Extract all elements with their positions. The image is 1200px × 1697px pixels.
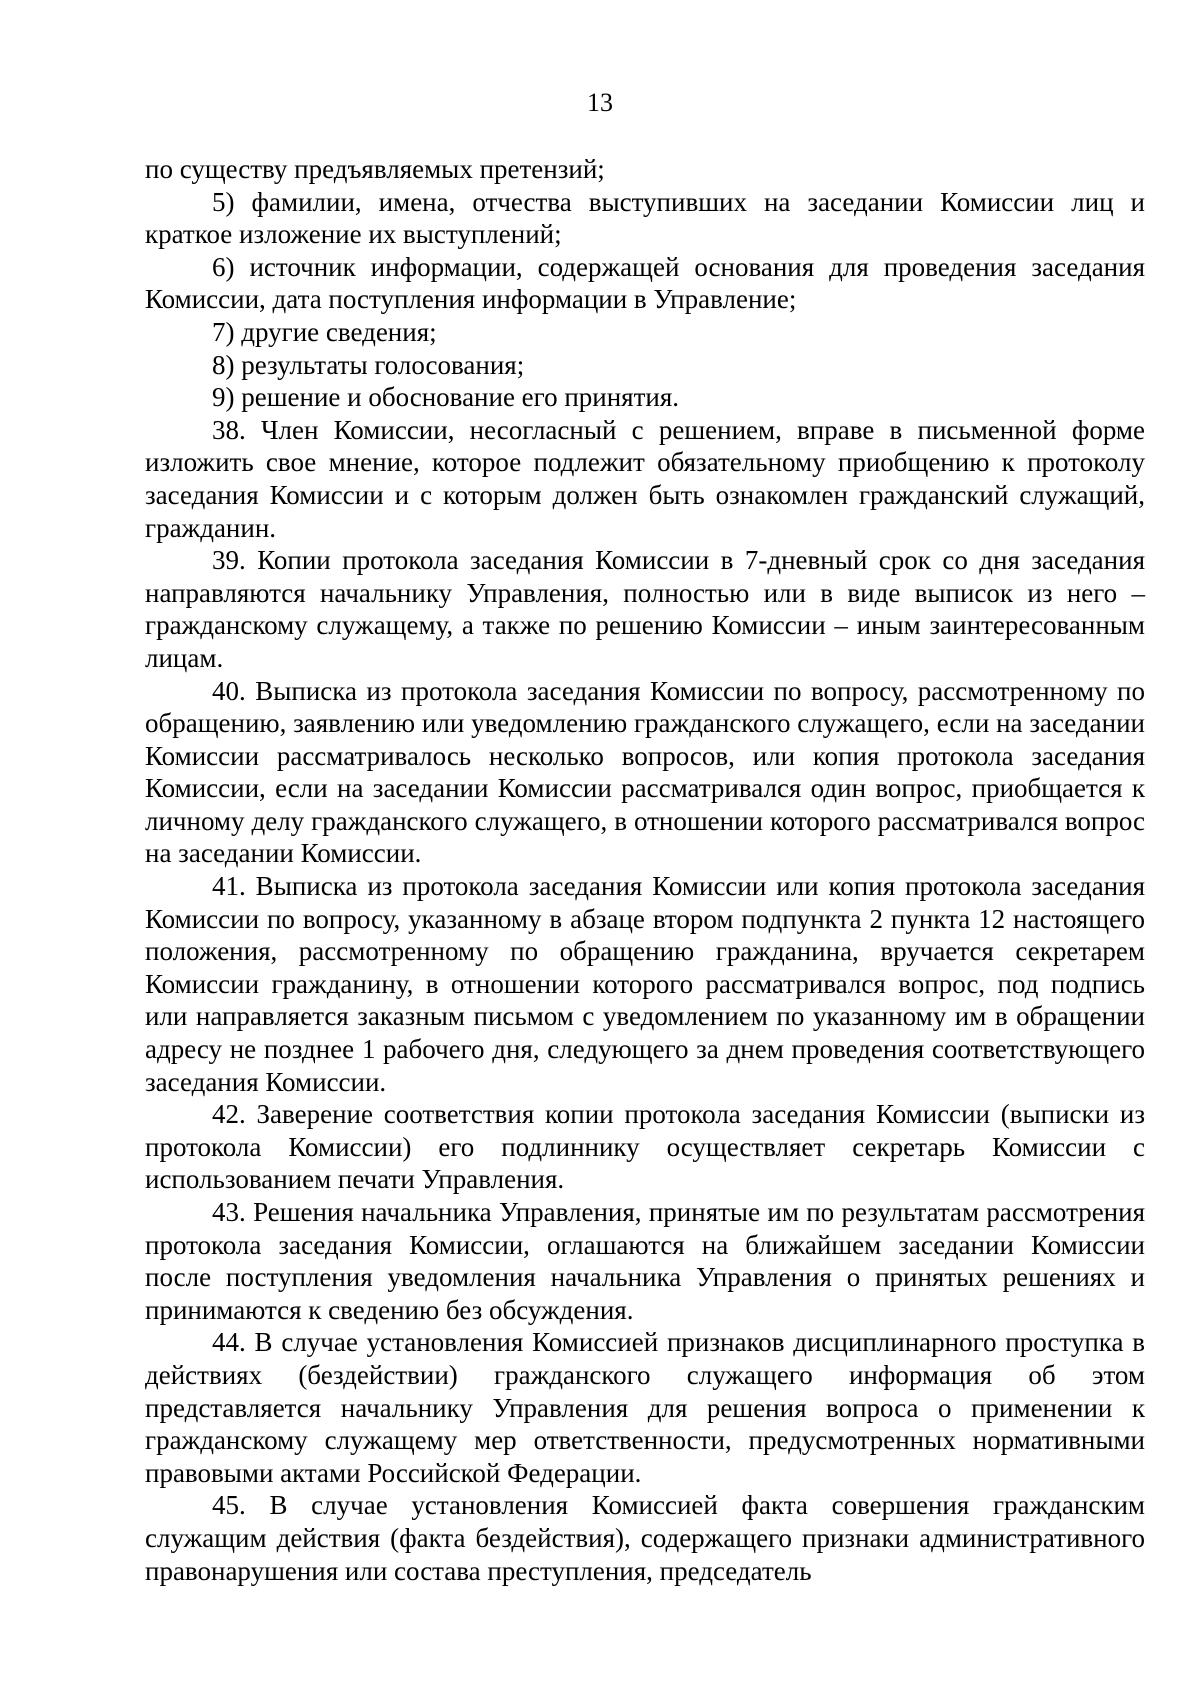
clause-44: 44. В случае установления Комиссией признаков дисциплинарного проступка в действиях (бездействии) гражданского служащего информация об этом представляется начальнику Управления для решения вопроса о применении к гражданскому служащему мер ответственности, предусмотренных нормативными правовыми актами Российской Федерации. bbox=[145, 1327, 1145, 1488]
list-item-9: 9) решение и обоснование его принятия. bbox=[212, 382, 680, 413]
clause-43: 43. Решения начальника Управления, принятые им по результатам рассмотрения протокола заседания Комиссии, оглашаются на ближайшем заседании Комиссии после поступления уведомления начальника Управления о принятых решениях и принимаются к сведению без обсуждения. bbox=[145, 1197, 1145, 1325]
list-item-8: 8) результаты голосования; bbox=[212, 349, 525, 380]
clause-45: 45. В случае установления Комиссией факта совершения гражданским служащим действия (факта бездействия), содержащего признаки административного правонарушения или состава преступления, председатель bbox=[145, 1490, 1145, 1586]
clause-40: 40. Выписка из протокола заседания Комиссии по вопросу, рассмотренному по обращению, заявлению или уведомлению гражданского служащего, если на заседании Комиссии рассматривалось несколько вопросов, или копия протокола заседания Комиссии, если на заседании Комиссии рассматривался один вопрос, приобщается к личному делу гражданского служащего, в отношении которого рассматривался вопрос на заседании Комиссии. bbox=[145, 675, 1145, 869]
list-item-6: 6) источник информации, содержащей основания для проведения заседания Комиссии, дата поступления информации в Управление; bbox=[145, 251, 1145, 315]
clause-42: 42. Заверение соответствия копии протокола заседания Комиссии (выписки из протокола Комиссии) его подлиннику осуществляет секретарь Комиссии с использованием печати Управления. bbox=[145, 1099, 1145, 1195]
clause-38: 38. Член Комиссии, несогласный с решением, вправе в письменной форме изложить свое мнение, которое подлежит обязательному приобщению к протоколу заседания Комиссии и с которым должен быть ознакомлен гражданский служащий, гражданин. bbox=[145, 414, 1145, 543]
page-number: 13 bbox=[587, 88, 613, 117]
clause-39: 39. Копии протокола заседания Комиссии в 7-дневный срок со дня заседания направляются начальнику Управления, полностью или в виде выписок из него – гражданскому служащему, а также по решению Комиссии – иным заинтересованным лицам. bbox=[145, 545, 1145, 673]
list-item-7: 7) другие сведения; bbox=[212, 316, 437, 347]
paragraph-continuation: по существу предъявляемых претензий; bbox=[145, 154, 605, 184]
clause-41: 41. Выписка из протокола заседания Комиссии или копия протокола заседания Комиссии по вопросу, указанному в абзаце втором подпункта 2 пункта 12 настоящего положения, рассмотренному по обращению гражданина, вручается секретарем Комиссии гражданину, в отношении которого рассматривался вопрос, под подпись или направляется заказным письмом с уведомлением по указанному им в обращении адресу не позднее 1 рабочего дня, следующего за днем проведения соответствующего заседания Комиссии. bbox=[145, 871, 1145, 1097]
list-item-5: 5) фамилии, имена, отчества выступивших на заседании Комиссии лиц и краткое изложение их выступлений; bbox=[145, 186, 1145, 250]
document-body bbox=[145, 153, 1145, 1587]
